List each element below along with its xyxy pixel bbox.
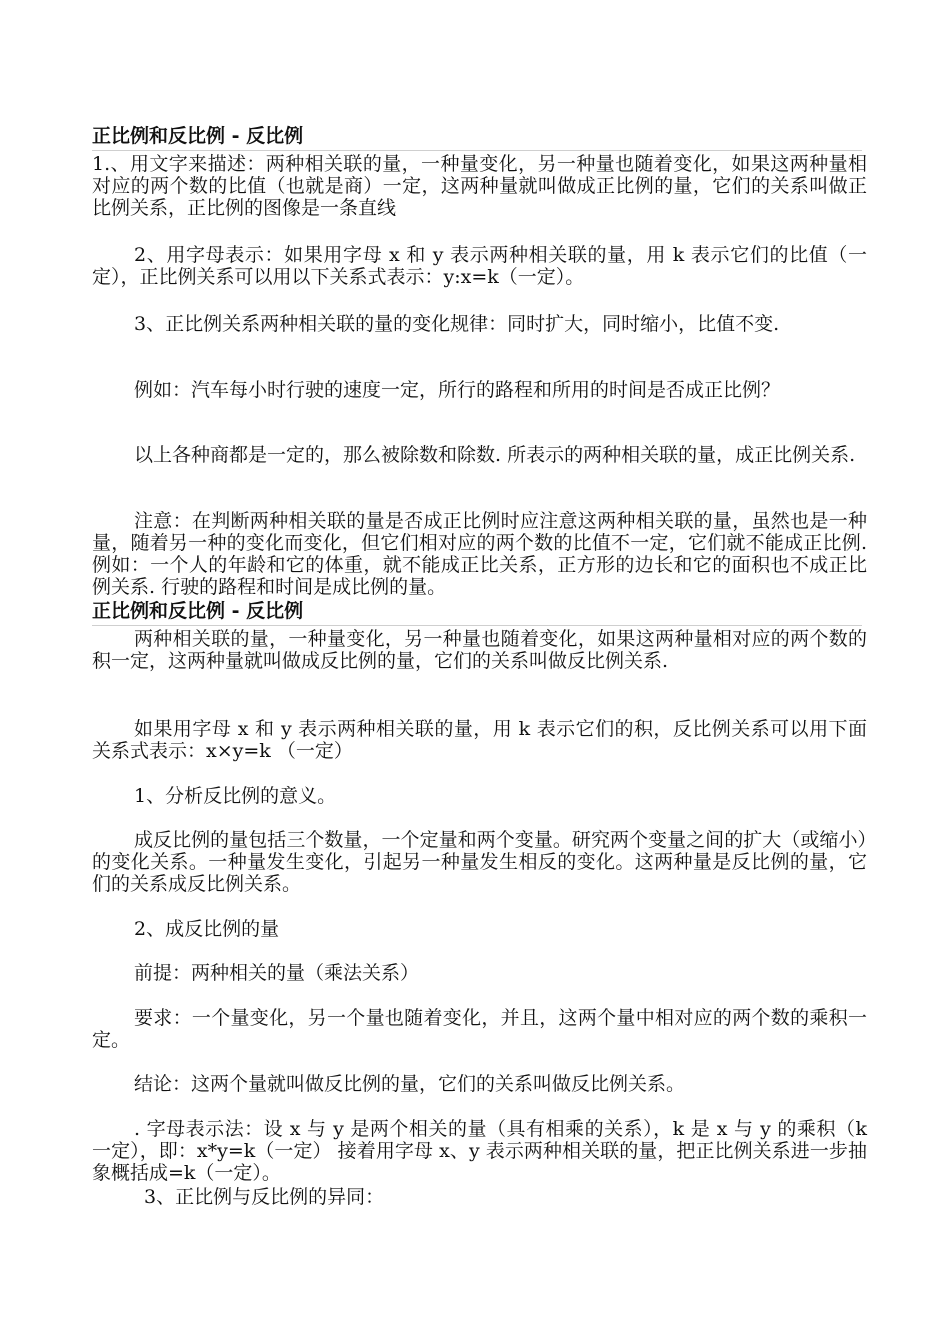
section2-title: 正比例和反比例 - 反比例 (92, 600, 304, 622)
section2-divider (92, 625, 862, 626)
section2-paragraph-1: 两种相关联的量，一种量变化，另一种量也随着变化，如果这两种量相对应的两个数的积一定，这两种量就叫做成反比例的量，它们的关系叫做反比例关系. (92, 628, 867, 672)
section1-paragraph-1: 1.、用文字来描述：两种相关联的量，一种量变化，另一种量也随着变化，如果这两种量相对应的两个数的比值（也就是商）一定，这两种量就叫做成正比例的量，它们的关系叫做正比例关系，正比例的图像是一条直线 (92, 153, 867, 219)
section2-paragraph-2: 如果用字母 x 和 y 表示两种相关联的量，用 k 表示它们的积，反比例关系可以用下面关系式表示：x×y=k （一定） (92, 718, 867, 762)
section2-paragraph-10: 3、正比例与反比例的异同： (144, 1186, 385, 1208)
section1-paragraph-3: 3、正比例关系两种相关联的量的变化规律：同时扩大，同时缩小，比值不变. (134, 313, 780, 335)
section1-paragraph-4: 例如：汽车每小时行驶的速度一定，所行的路程和所用的时间是否成正比例？ (134, 379, 781, 401)
section2-paragraph-9: . 字母表示法：设 x 与 y 是两个相关的量（具有相乘的关系），k 是 x 与 y 的乘积（k 一定），即：x*y=k（一定） 接着用字母 x、y 表示两种相关联的量，把正比例关系进一步抽象概括成=k（一定）。 (92, 1118, 867, 1184)
section1-divider (92, 150, 862, 151)
section1-paragraph-6: 注意：在判断两种相关联的量是否成正比例时应注意这两种相关联的量，虽然也是一种量，随着另一种的变化而变化，但它们相对应的两个数的比值不一定，它们就不能成正比例. 例如：一个人的年龄和它的体重，就不能成正比关系，正方形的边长和它的面积也不成正比例关系. 行驶的路程和时间是成比例的量。 (92, 510, 867, 598)
section2-paragraph-3: 1、分析反比例的意义。 (134, 785, 337, 807)
section2-paragraph-6: 前提：两种相关的量（乘法关系） (134, 962, 420, 984)
section1-title: 正比例和反比例 - 反比例 (92, 125, 304, 147)
section1-paragraph-5: 以上各种商都是一定的，那么被除数和除数. 所表示的两种相关联的量，成正比例关系. (134, 444, 856, 466)
section1-paragraph-2: 2、用字母表示：如果用字母 x 和 y 表示两种相关联的量，用 k 表示它们的比值（一定），正比例关系可以用以下关系式表示：y:x=k（一定）。 (92, 244, 867, 288)
section2-paragraph-8: 结论：这两个量就叫做反比例的量，它们的关系叫做反比例关系。 (134, 1073, 686, 1095)
section2-paragraph-5: 2、成反比例的量 (134, 918, 280, 940)
section2-paragraph-7: 要求：一个量变化，另一个量也随着变化，并且，这两个量中相对应的两个数的乘积一定。 (92, 1007, 867, 1051)
section2-paragraph-4: 成反比例的量包括三个数量，一个定量和两个变量。研究两个变量之间的扩大（或缩小）的变化关系。一种量发生变化，引起另一种量发生相反的变化。这两种量是反比例的量，它们的关系成反比例关系。 (92, 829, 867, 895)
